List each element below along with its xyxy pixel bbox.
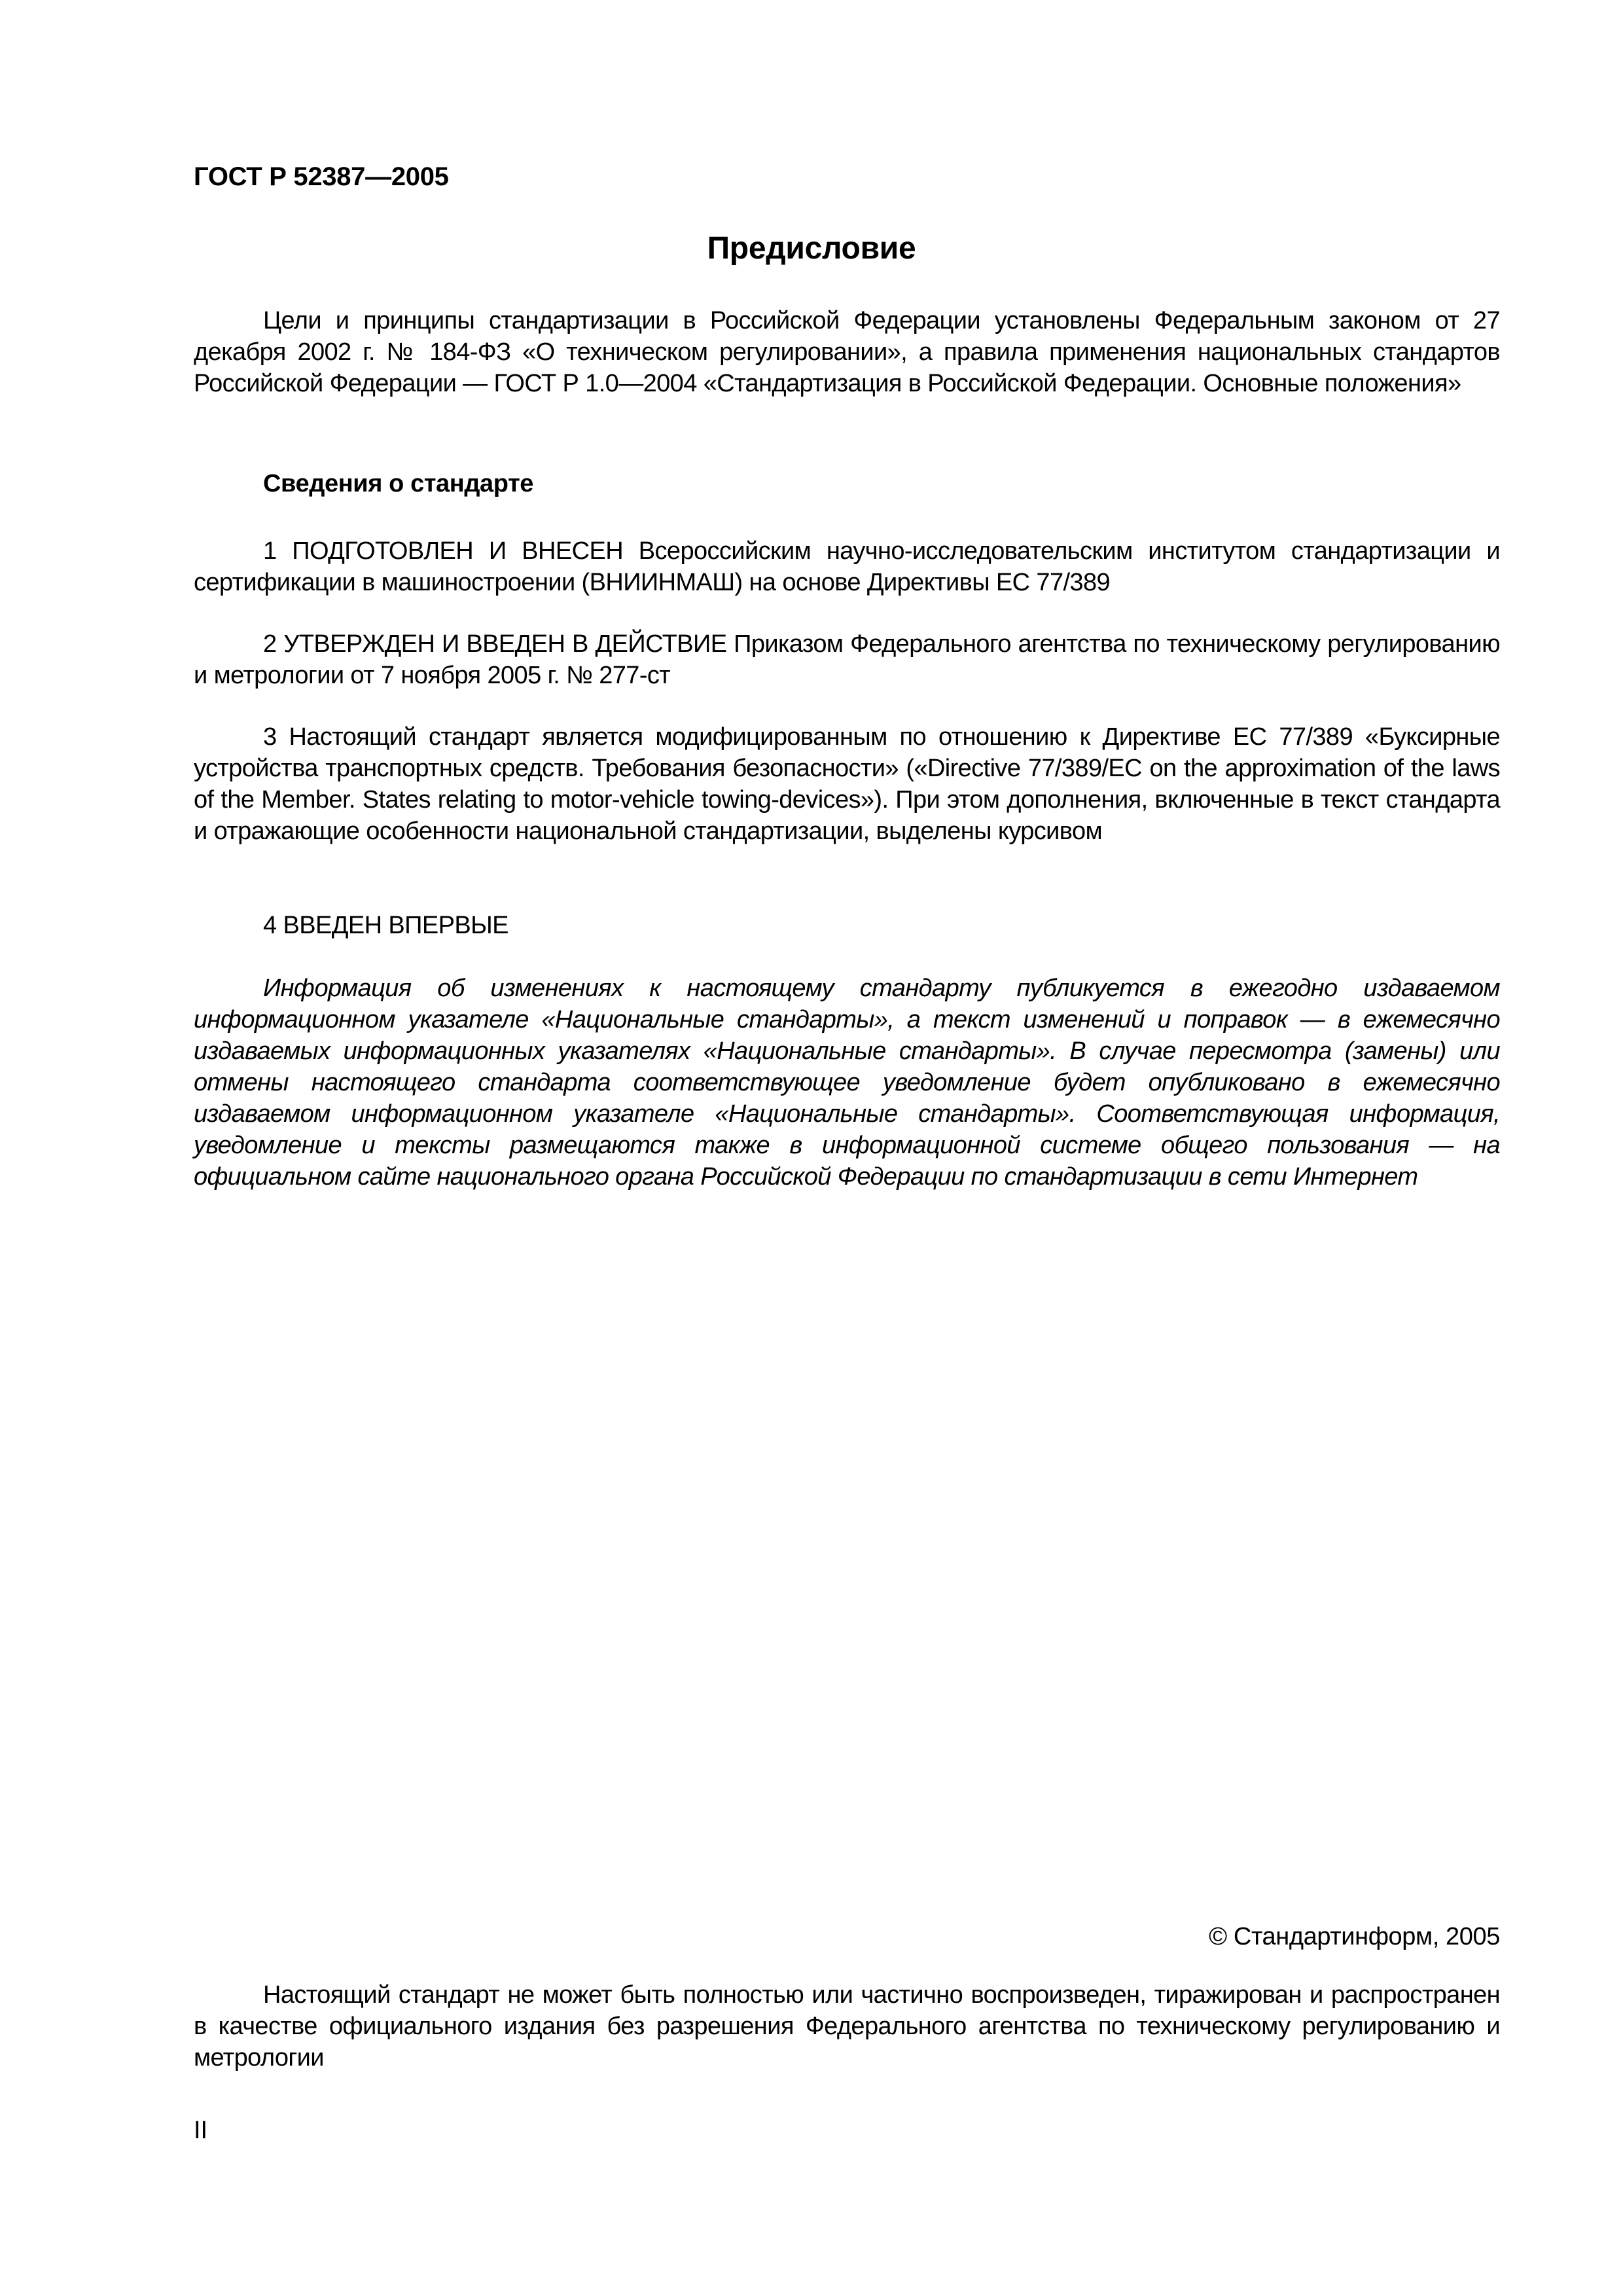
page-number: II: [194, 2117, 208, 2144]
legal-notice-paragraph: Настоящий стандарт не может быть полностью или частично воспроизведен, тиражирован и распространен в качестве официального издания без разрешения Федерального агентства по техническому регулированию и метрологии: [194, 1981, 1500, 2072]
info-note-paragraph: Информация об изменениях к настоящему стандарту публикуется в ежегодно издаваемом информационном указателе «Национальные стандарты», а текст изменений и поправок — в ежемесячно издаваемых информационных указателях «Национальные стандарты». В случае пересмотра (замены) или отмены настоящего стандарта соответствующее уведомление будет опубликовано в ежемесячно издаваемом информационном указателе «Национальные стандарты». Соответствующая информация, уведомление и тексты размещаются также в информационной системе общего пользования — на официальном сайте национального органа Российской Федерации по стандартизации в сети Интернет: [194, 975, 1500, 1191]
page-title: Предисловие: [707, 231, 916, 266]
item-1-paragraph: 1 ПОДГОТОВЛЕН И ВНЕСЕН Всероссийским научно-исследовательским институтом стандартизации и сертификации в машиностроении (ВНИИНМАШ) на основе Директивы ЕС 77/389: [194, 537, 1500, 596]
item-4-paragraph: 4 ВВЕДЕН ВПЕРВЫЕ: [263, 912, 508, 939]
item-3-paragraph: 3 Настоящий стандарт является модифицированным по отношению к Директиве ЕС 77/389 «Буксирные устройства транспортных средств. Требования безопасности» («Directive 77/389/EC on the approximation of the laws of the Member. States relating to motor-vehicle towing-devices»). При этом дополнения, включенные в текст стандарта и отражающие особенности национальной стандартизации, выделены курсивом: [194, 723, 1500, 845]
info-heading: Сведения о стандарте: [263, 470, 534, 497]
copyright-line: © Стандартинформ, 2005: [1209, 1923, 1500, 1950]
intro-paragraph: Цели и принципы стандартизации в Российской Федерации установлены Федеральным законом от 27 декабря 2002 г. № 184-ФЗ «О техническом регулировании», а правила применения национальных стандартов Российской Федерации — ГОСТ Р 1.0—2004 «Стандартизация в Российской Федерации. Основные положения»: [194, 307, 1500, 397]
document-code: ГОСТ Р 52387—2005: [194, 162, 449, 191]
item-2-paragraph: 2 УТВЕРЖДЕН И ВВЕДЕН В ДЕЙСТВИЕ Приказом Федерального агентства по техническому регулированию и метрологии от 7 ноября 2005 г. № 277-ст: [194, 630, 1500, 689]
